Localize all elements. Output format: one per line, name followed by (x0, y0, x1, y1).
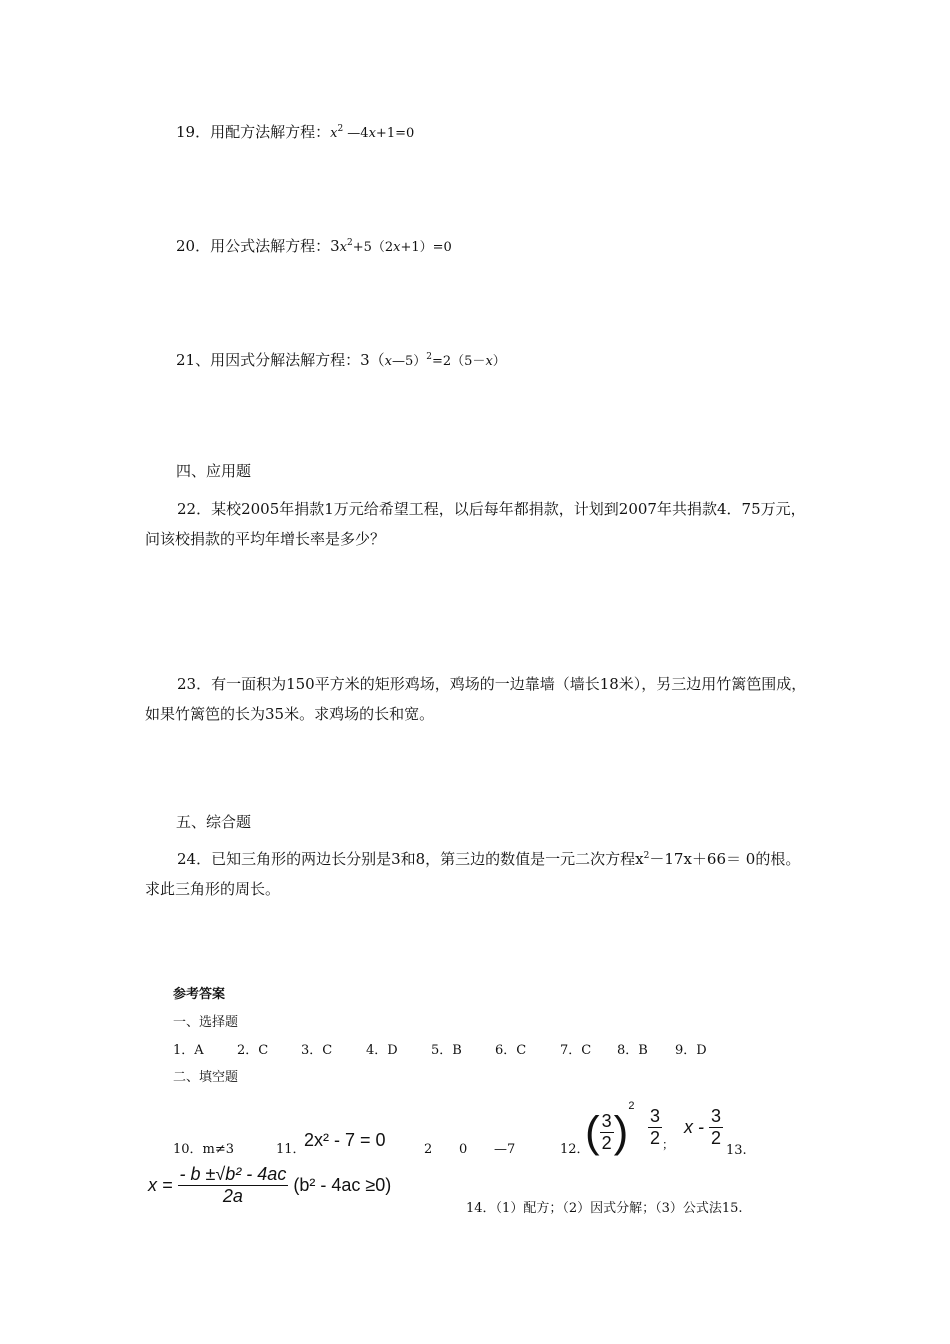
answers-title: 参考答案 (173, 987, 226, 1002)
choice-answer: 3．C (301, 1043, 333, 1058)
choice-answer: 4．D (366, 1043, 398, 1058)
answer-12-fraction: $\frac{3}{2}$ $_;$ (650, 1106, 675, 1152)
choice-answer: 2．C (237, 1043, 269, 1058)
question-21-text: 21、用因式分解法解方程：3（ (176, 351, 385, 369)
question-23: 23．有一面积为150平方米的矩形鸡场，鸡场的一边靠墙（墙长18米），另三边用竹篱笆围成，如果竹篱笆的长为35米。求鸡场的长和宽。 (145, 675, 807, 723)
answers-section-1: 一、选择题 (173, 1015, 239, 1030)
answer-value-minus-7: —7 (494, 1142, 516, 1157)
answers-section-2: 二、填空题 (173, 1070, 239, 1085)
answer-13-label: 13. (726, 1143, 747, 1158)
question-24: 24．已知三角形的两边长分别是3和8，第三边的数值是一元二次方程$x^2-17x+66= 0$的根。求此三角形的周长。 (145, 850, 801, 898)
choice-answer: 8．B (617, 1043, 648, 1058)
answer-value-2: 2 (424, 1142, 433, 1157)
choice-answer: 6．C (495, 1043, 527, 1058)
choice-answer: 7．C (560, 1043, 592, 1058)
choice-answer: 9．D (675, 1043, 707, 1058)
question-19: 19．用配方法解方程：$x^2$ —4x+1=0 (176, 123, 415, 141)
answer-value-0: 0 (459, 1142, 468, 1157)
section-5-heading: 五、综合题 (176, 813, 252, 831)
section-4-heading: 四、应用题 (176, 462, 252, 480)
answer-14: 14．（1）配方；（2）因式分解；（3）公式法15. (466, 1201, 743, 1216)
choice-answer: 1．A (173, 1043, 204, 1058)
quadratic-formula: x = $\frac{\text{- b ±√b² - 4ac}}{2a}$ (b² - 4ac ≥0) (148, 1164, 392, 1206)
question-22: 22．某校2005年捐款1万元给希望工程，以后每年都捐款，计划到2007年共捐款4．75万元，问该校捐款的平均年增长率是多少？ (145, 500, 806, 548)
answer-12-expression: x - $\frac{3}{2}$ (684, 1106, 722, 1148)
answer-11-equation: 2x² - 7 = 0 (304, 1130, 386, 1150)
answer-10: 10．m≠3 (173, 1142, 235, 1157)
question-19-text: 19．用配方法解方程： (176, 123, 331, 141)
choice-answer: 5．B (431, 1043, 462, 1058)
answer-12-label: 12． (560, 1142, 590, 1157)
question-20: 20．用公式法解方程：$3x^2+5(2x+1)=0$ (176, 237, 452, 255)
answer-12-squared-fraction: ( $\frac{3}{2}$ )$^2$ (585, 1100, 635, 1157)
question-21: 21、用因式分解法解方程：3（x—5）$^2$=2（5－x） (176, 351, 506, 369)
question-20-text: 20．用公式法解方程：3 (176, 237, 340, 255)
answer-11-label: 11． (276, 1142, 306, 1157)
